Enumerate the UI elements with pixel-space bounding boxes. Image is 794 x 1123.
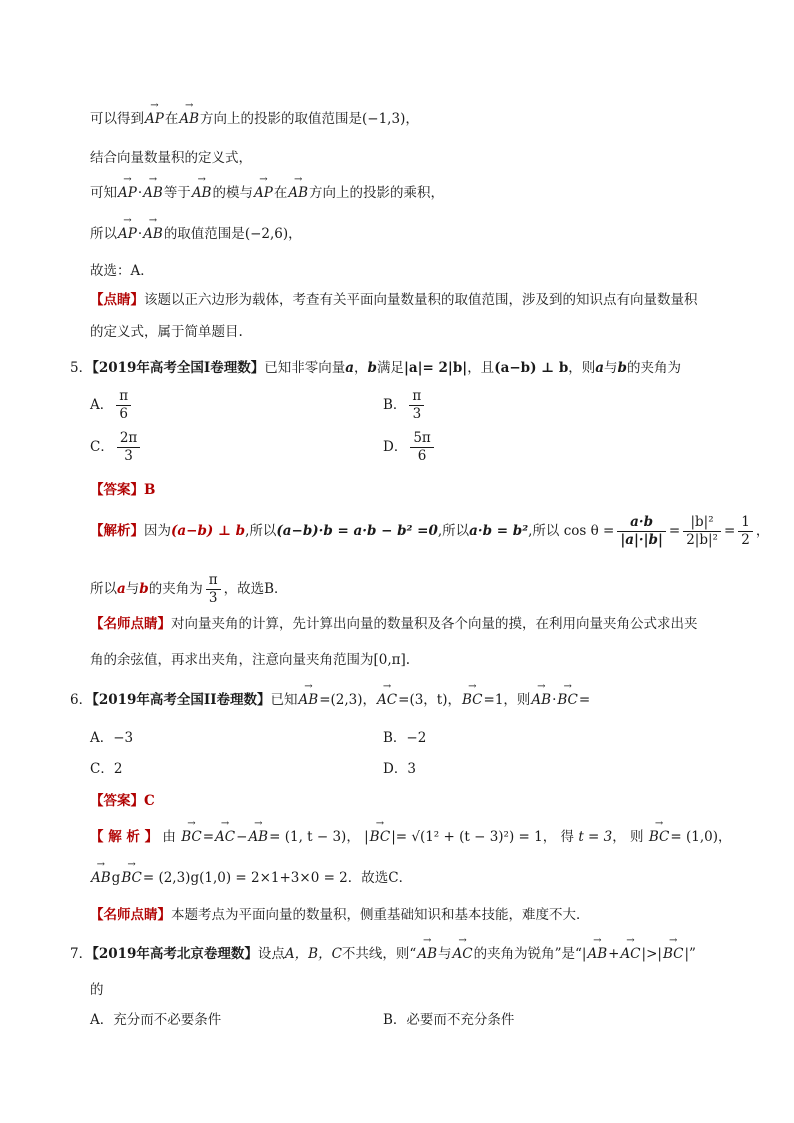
math: = (2,3)g(1,0) = 2×1+3×0 = 2 [142,870,348,886]
tag-jiexi: 【解析】 [90,523,144,539]
text: ， [353,360,368,376]
option-B[interactable]: B．−2 [383,730,427,746]
text: |” [684,946,696,962]
vector-BC: → BC [461,692,484,708]
vector-AP: → AP [144,111,165,127]
text: 不共线，则“ [341,946,417,962]
text: 的夹角为 [626,360,681,376]
numerator: 1 [738,514,753,532]
text: − [236,829,248,845]
vector-AB: → AB [142,226,164,242]
text: 已知非零向量 [264,360,346,376]
text: 所以 [90,226,117,242]
text: ，则 [568,360,596,376]
text: ,所以 [437,523,470,539]
answer-label [90,789,155,809]
analysis-line [90,572,288,607]
vector-AB: → AB [90,870,112,886]
math: (a−b)·b = a·b − b² =0 [276,523,438,539]
mingshi-line [90,612,698,632]
math: (a−b) ⊥ b [171,523,246,539]
math: (a−b) ⊥ b [494,360,569,376]
question-6-stem [70,688,590,708]
question-number: 7． [70,946,93,962]
text-line: 所以→ AP·→ AB的取值范围是(−2,6)， [90,222,302,242]
text: ， [755,523,770,539]
analysis-line [90,514,769,549]
text: g [111,870,121,886]
option-label: D． [383,439,408,455]
math: = (1,0) [670,829,718,845]
option-label: A． [90,397,114,413]
vector-AB: → AB [287,185,309,201]
option-A[interactable]: A．−3 [90,730,134,746]
text: 的模与 [212,185,253,201]
numerator: 2π [117,430,140,448]
vector-AP: → AP [117,185,138,201]
text: = [578,692,591,708]
math: [0,π] [373,652,406,668]
text: ．故选C． [347,870,413,886]
denominator: 6 [119,406,128,422]
option-C[interactable] [90,430,143,465]
text: 的取值范围是 [163,226,245,242]
text: 因为 [144,523,171,539]
text: 在 [164,111,179,127]
vector-AB: → AB [298,692,320,708]
text: ， [288,226,302,242]
denominator: 2 [741,532,750,548]
fraction [117,430,140,465]
analysis-line [90,866,412,886]
vector-AB: → AB [191,185,213,201]
option-D[interactable] [383,430,437,465]
numerator: π [409,388,424,406]
text: =(2,3)， [319,692,377,708]
fraction [683,514,721,549]
text: 在 [273,185,288,201]
vector-BC: → BC [662,946,685,962]
denominator: 3 [412,406,422,422]
tag-jiexi: 【 解 析 】 [90,829,159,845]
text-line: 的 [90,982,104,998]
vector-a: a [595,360,605,376]
vector-b: b [139,581,149,597]
vector-BC: → BC [180,829,203,845]
text: · [552,692,557,708]
text: 与 [604,360,618,376]
vector-BC: → BC [556,692,579,708]
answer: 【答案】B [90,482,156,498]
text: 已知 [270,692,298,708]
option-B[interactable] [383,388,427,423]
question-number: 5． [70,360,93,376]
text: 与 [125,581,140,597]
denominator: 3 [208,590,218,606]
math: = (1, t − 3) [269,829,347,845]
text: ，且 [467,360,495,376]
text: =(3，t)， [398,692,461,708]
math: |a|= 2|b| [403,360,468,376]
vector-AC: → AC [619,946,641,962]
text: 的夹角为锐角”是“| [473,946,587,962]
question-source: 【2019年高考全国I卷理数】 [92,360,265,376]
numerator: |b|² [683,514,721,532]
numerator: a·b [617,514,666,532]
text-line: 故选：A． [90,263,154,279]
text: 由 [162,829,176,845]
text: 对向量夹角的计算，先计算出向量的数量积及各个向量的摸，在利用向量夹角公式求出夹 [171,616,698,632]
text: ， [405,111,419,127]
text-line [90,107,419,127]
text: ， 得 [542,829,575,845]
text: 满足 [376,360,404,376]
answer: 【答案】C [90,793,155,809]
vector-b: b [367,360,377,376]
text: = [202,829,215,845]
text: ，故选B． [223,581,288,597]
math: t = 3 [578,829,613,845]
text: ， [717,829,732,845]
question-source: 【2019年高考北京卷理数】 [92,946,258,962]
numerator: 5π [410,430,433,448]
question-5-stem [70,356,681,376]
option-B[interactable]: B．必要而不充分条件 [383,1012,515,1028]
vector-AP: → AP [117,226,138,242]
fraction [206,572,221,607]
tag-dianjing: 【点睛】 [90,292,144,308]
text: + [608,946,620,962]
text: 等于 [163,185,191,201]
fraction [409,388,424,423]
vector-AB: → AB [247,829,269,845]
tag-mingshi: 【名师点睛】 [90,907,171,923]
option-D[interactable]: D．3 [383,761,416,777]
text: 的夹角为 [148,581,203,597]
option-label: C． [90,439,114,455]
vector-AB: → AB [142,185,164,201]
answer-label [90,478,155,498]
vector-b: b [617,360,627,376]
tag-mingshi: 【名师点睛】 [90,616,171,632]
text: =1，则 [483,692,531,708]
text: ,所以 [528,523,560,539]
vector-AB: → AB [416,946,438,962]
math: = √(1² + (t − 3)²) = 1 [395,829,543,845]
vector-AB: → AB [178,111,200,127]
text: ， [346,829,360,845]
vector-AC: → AC [452,946,474,962]
text: 该题以正六边形为载体，考查有关平面向量数量积的取值范围，涉及到的知识点有向量数量积 [144,292,698,308]
vector-AB: → AB [586,946,608,962]
math: a·b = b² [469,523,529,539]
vector-BC: → BC [369,829,392,845]
vector-AC: → AC [214,829,236,845]
math: = [668,523,681,539]
option-A[interactable]: A．充分而不必要条件 [90,1012,222,1028]
text: 可知 [90,185,117,201]
text: 方向上的投影的取值范围是 [200,111,363,127]
option-A[interactable] [90,388,134,423]
math: (−2,6) [244,226,289,242]
math: cos θ = [563,523,615,539]
text: ， 则 [612,829,644,845]
text: 所以 [90,581,117,597]
math: A，B，C [284,946,342,962]
denominator: 3 [124,448,133,464]
text-line: 可知→ AP·→ AB等于→ AB的模与→ AP在→ AB方向上的投影的乘积， [90,181,444,201]
denominator: 6 [417,448,427,464]
text: 方向上的投影的乘积， [309,185,444,201]
vector-BC: → BC [120,870,143,886]
text-line: 结合向量数量积的定义式， [90,150,252,166]
vector-AB: → AB [530,692,552,708]
question-7-stem [70,942,696,962]
fraction [738,514,753,549]
denominator: |a|·|b| [620,532,663,548]
text: . [405,652,411,668]
fraction [410,430,433,465]
math: (−1,3) [362,111,406,127]
text: 与 [438,946,452,962]
text: 可以得到 [90,111,144,127]
fraction [617,514,666,549]
math: = [723,523,736,539]
analysis-line: 【 解 析 】 由 → BC=→ AC−→ AB= (1, t − 3)， |→ BC|= √(1² + (t − 3)²) = 1， 得 t = 3， 则 → BC= (1,0)， [90,825,731,845]
vector-AP: → AP [253,185,274,201]
text: ,所以 [245,523,277,539]
denominator: 2|b|² [686,532,718,548]
fraction [116,388,131,423]
question-number: 6． [70,692,93,708]
mingshi-line [90,648,410,668]
vector-AC: → AC [376,692,398,708]
vector-BC: → BC [648,829,671,845]
option-label: B． [383,397,407,413]
vector-a: a [345,360,354,376]
text: 设点 [257,946,285,962]
question-source: 【2019年高考全国II卷理数】 [92,692,271,708]
text-line: 的定义式，属于简单题目. [90,324,243,340]
text-line [90,288,698,308]
vector-a: a [117,581,126,597]
text: 角的余弦值，再求出夹角，注意向量夹角范围为 [90,652,374,668]
text: |>| [641,946,662,962]
option-C[interactable]: C．2 [90,761,123,777]
mingshi-line [90,903,590,923]
numerator: π [116,388,131,406]
text: 本题考点为平面向量的数量积，侧重基础知识和基本技能，难度不大． [171,907,590,923]
numerator: π [206,572,221,590]
